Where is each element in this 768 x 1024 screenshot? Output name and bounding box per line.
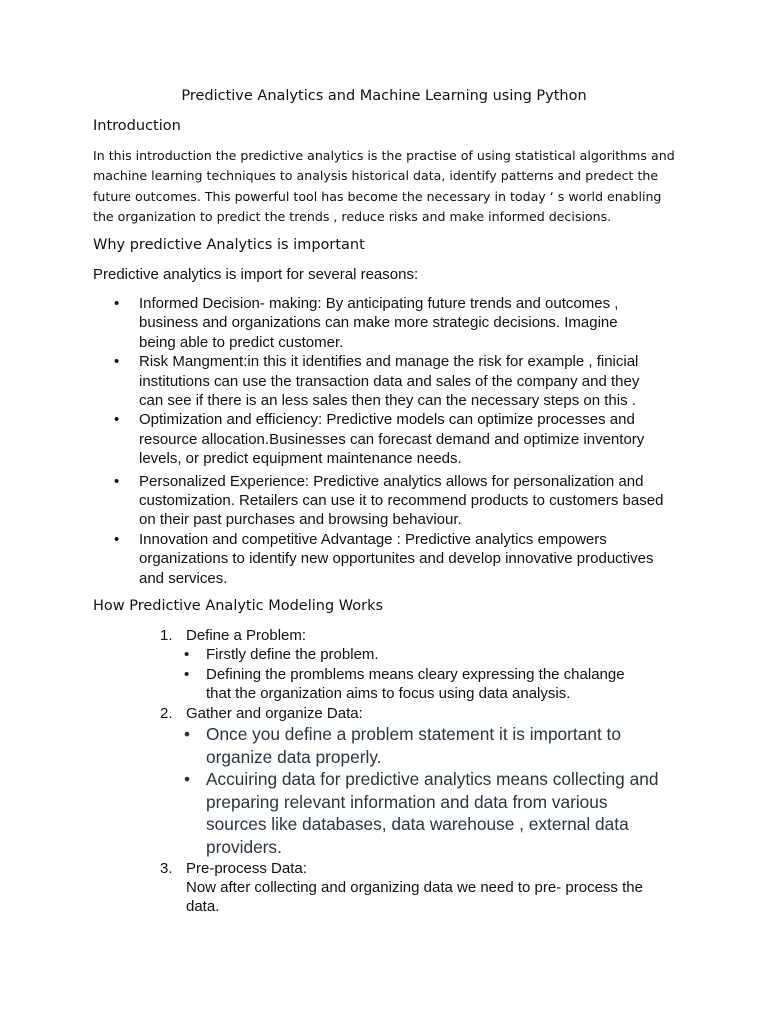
bullet-icon: •	[184, 646, 190, 664]
reason-text: Personalized Experience: Predictive analytics allows for personalization and customization. Retailers can use it to recommend products to customers based on their past purchases and browsing behaviour.	[139, 472, 664, 529]
reason-item	[93, 530, 679, 588]
step-sub-text: Defining the promblems means cleary expressing the chalange that the organization aims to focus using data analysis.	[206, 665, 625, 703]
step-text: Now after collecting and organizing data we need to pre- process the data.	[186, 879, 643, 916]
step-number: 1.	[160, 627, 173, 644]
step-item	[160, 704, 680, 723]
how-heading: How Predictive Analytic Modeling Works	[93, 598, 384, 614]
reasons-list	[93, 294, 693, 588]
intro-line: In this introduction the predictive analytics is the practise of using statistical algorithms and	[93, 148, 675, 163]
bullet-icon: •	[184, 769, 191, 790]
step-label: Define a Problem:	[186, 627, 307, 644]
bullet-icon: •	[114, 295, 120, 312]
bullet-icon: •	[114, 353, 120, 371]
bullet-icon: •	[184, 665, 190, 683]
reason-item	[93, 410, 669, 468]
step-sub-item	[160, 665, 648, 704]
steps-list	[160, 626, 680, 917]
step-sub-text: Accuiring data for predictive analytics means collecting and preparing relevant information and data from various sources like databases, data warehouse , external data providers.	[206, 769, 659, 857]
bullet-icon: •	[114, 472, 120, 490]
reason-item	[93, 472, 673, 530]
bullet-icon: •	[114, 530, 120, 548]
intro-line: machine learning techniques to analysis historical data, identify patterns and predect the	[93, 168, 659, 184]
bullet-icon: •	[114, 411, 120, 429]
step-number: 3.	[160, 859, 173, 877]
step-sub-text: Firstly define the problem.	[206, 646, 379, 664]
step-sub-item	[160, 723, 666, 768]
intro-paragraph	[93, 146, 673, 227]
intro-line: the organization to predict the trends , reduce risks and make informed decisions.	[93, 208, 612, 224]
step-body	[160, 878, 666, 917]
step-label: Gather and organize Data:	[186, 704, 363, 722]
document-title: Predictive Analytics and Machine Learning using Python	[181, 88, 587, 104]
step-sub-text: Once you define a problem statement it is important to organize data properly.	[206, 724, 621, 767]
step-label: Pre-process Data:	[186, 859, 307, 877]
reason-text: Risk Mangment:in this it identifies and manage the risk for example , finicial institutions can use the transaction data and sales of the company and they can see if there is an less sales then they can the necessary steps on this .	[139, 353, 640, 410]
reason-text: Informed Decision- making: By anticipating future trends and outcomes , business and organizations can make more strategic decisions. Imagine being able to predict customer.	[139, 295, 619, 351]
bullet-icon: •	[184, 724, 191, 745]
step-item	[160, 626, 680, 645]
why-lead: Predictive analytics is import for several reasons:	[93, 266, 419, 283]
reason-item	[93, 352, 659, 410]
intro-line: future outcomes. This powerful tool has become the necessary in today ‘ s world enabling	[93, 188, 662, 204]
step-number: 2.	[160, 704, 173, 722]
reason-item	[93, 294, 657, 352]
step-sub-item	[160, 768, 666, 858]
why-heading: Why predictive Analytics is important	[93, 237, 365, 253]
reason-text: Optimization and efficiency: Predictive models can optimize processes and resource allocation.Businesses can forecast demand and optimize inventory levels, or predict equipment maintenance needs.	[139, 411, 645, 468]
step-sub-item	[160, 645, 680, 664]
reason-text: Innovation and competitive Advantage : Predictive analytics empowers organizations to identify new opportunites and develop innovative productives and services.	[139, 530, 654, 587]
intro-heading: Introduction	[93, 118, 181, 134]
step-item	[160, 859, 680, 878]
